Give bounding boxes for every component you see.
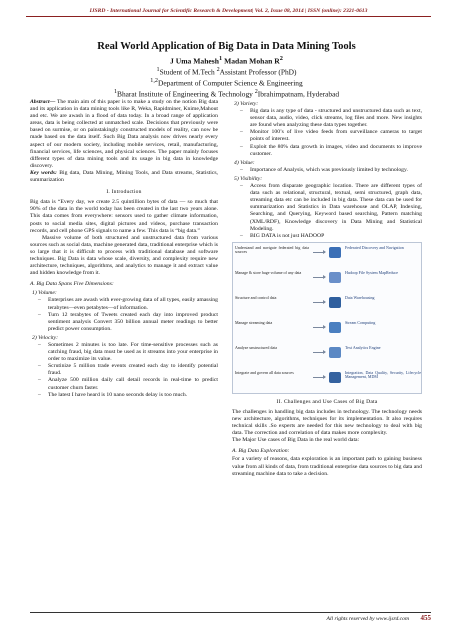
variety-list — [240, 108, 422, 158]
challenges-paragraph-1: The challenges in handling big data includes in technology. The technology needs new architecture, algorithms, techniques for its implementation. It also requires technical skills .So experts are needed for this new technology to deal with big data. The correction and correlation of data makes more complexity. — [232, 408, 422, 437]
arrow-right-icon — [313, 352, 325, 353]
list-item: – The latest I have heard is 10 nano seconds delay is too much. — [38, 392, 218, 399]
intro-paragraph-1: Big data is “Every day, we create 2.5 quintillion bytes of data — so much that 90% of the data in the world today has been created in the last two years alone. This data comes from everywhere: sensors used to gather climate information, posts to social media sites, digital pictures and videos, purchase transaction records, and cell phone GPS signals to name a few. This data is “big data.” — [30, 199, 218, 234]
figure-capability-label: Integration, Data Quality, Security, Lifecycle Management, MDM — [345, 369, 421, 380]
figure-row — [233, 321, 421, 337]
figure-need-label: Integrate and govern all data sources — [235, 369, 294, 375]
arrow-right-icon — [313, 252, 325, 253]
authors — [30, 54, 423, 66]
keywords-text: Big data, Data Mining, Mining Tools, and Data streams, Statistics, summarization — [30, 169, 218, 184]
footer-text: All rights reserved by www.ijsrd.com — [326, 616, 409, 622]
visibility-label: 5) Visibility: — [234, 175, 263, 182]
component-icon — [329, 372, 341, 383]
component-icon — [329, 272, 341, 283]
arrow-right-icon — [313, 277, 325, 278]
affil-sup: 2 — [216, 66, 220, 73]
page-footer — [30, 612, 431, 626]
running-head: IJSRD - International Journal for Scientific Research & Development| Vol. 2, Issue 08, 2014 | ISSN (online): 2321-0613 — [26, 8, 431, 17]
page-number: 455 — [420, 614, 431, 622]
author-1-sup: 1 — [218, 55, 223, 62]
author-2: Madan Mohan R — [224, 56, 280, 66]
figure-capability-label: Text Analytics Engine — [345, 344, 381, 350]
figure-need-label: Manage & store huge volume of any data — [235, 269, 302, 275]
component-icon — [329, 347, 341, 358]
affil-sup: 1,2 — [150, 77, 158, 84]
velocity-label: 2) Velocity: — [32, 334, 59, 341]
affiliation-line-1 — [30, 66, 423, 77]
abstract-label: Abstract— — [30, 99, 56, 105]
figure-row — [233, 246, 421, 262]
list-item: – Enterprises are awash with ever-growing data of all types, easily amassing terabytes—even petabytes—of information. — [38, 297, 218, 311]
affil-sup: 1 — [113, 88, 118, 95]
exploration-heading: A. Big Data Exploration: — [232, 448, 290, 455]
list-item: – Access from disparate geographic location. There are different types of data such as relational, structural, textual, semi structured, graph data, streaming data etc can be included in big data. These data can be used for summarization and Statistics in Data warehouse and OLAP, Indexing, Searching, and Querying, Keyword based searching, Pattern matching (XML/RDF), Knowledge discovery in Data Mining and Statistical Modeling. — [240, 183, 422, 233]
list-item: – Importance of Analysis, which was previously limited by technology. — [240, 167, 422, 174]
list-item: – Sometimes 2 minutes is too late. For time-sensitive processes such as catching fraud, big data must be used as it streams into your enterprise in order to maximize its value. — [38, 342, 218, 363]
left-column — [30, 99, 218, 399]
section-heading-challenges: II. Challenges and Use Cases of Big Data — [276, 398, 378, 405]
component-icon — [329, 297, 341, 308]
figure-need-label: Analyze unstructured data — [235, 344, 277, 350]
affil-text: Bharat Institute of Engineering & Technology — [117, 89, 253, 99]
velocity-list — [38, 342, 218, 399]
affil-sup: 1 — [156, 66, 160, 73]
list-item: – Monitor 100’s of live video feeds from surveillance cameras to target points of interest. — [240, 129, 422, 143]
figure-capability-label: Stream Computing — [345, 319, 376, 325]
figure-capability-label: Data Warehousing — [345, 294, 375, 300]
affil-text: Department of Computer Science & Engineering — [158, 78, 303, 88]
challenges-paragraph-2: The Major Use cases of Big Data in the real world data: — [232, 437, 360, 444]
component-icon — [329, 322, 341, 333]
volume-list — [38, 297, 218, 332]
list-item: – Analyze 500 million daily call detail records in real-time to predict customer churn faster. — [38, 377, 218, 391]
affil-text: Ibrahimpatnam, Hyderabad — [257, 89, 340, 99]
list-item: – Exploit the 80% data growth in images, video and documents to improve customer. — [240, 144, 422, 158]
paper-title: Real World Application of Big Data in Data Mining Tools — [97, 41, 356, 52]
affiliation-line-3 — [30, 88, 423, 99]
affil-text: Assistant Professor (PhD) — [219, 67, 297, 76]
arrow-right-icon — [313, 302, 325, 303]
intro-paragraph-2: Massive volume of both structured and unstructured data from various sources such as social data, machine generated data, traditional enterprise which is so large that it is difficult to process with traditional database and software techniques. Big Data is data whose scale, diversity, and complexity require new architecture, techniques, algorithms, and analytics to manage it and extract value and hidden knowledge from it. — [30, 234, 218, 277]
figure-capability-label: Federated Discovery and Navigation — [345, 244, 404, 250]
keywords — [30, 170, 218, 184]
title-block — [30, 41, 423, 99]
list-item: – Turn 12 terabytes of Tweets created each day into improved product sentiment analysis Convert 350 billion annual meter readings to better predict power consumption. — [38, 312, 218, 333]
keywords-label: Key words: — [30, 169, 57, 176]
figure-row — [233, 271, 421, 287]
arrow-right-icon — [313, 327, 325, 328]
section-heading-intro: I. Introduction — [106, 189, 142, 196]
list-item: – Scrutinize 5 million trade events created each day to identify potential fraud. — [38, 363, 218, 377]
affil-sup: 2 — [254, 88, 258, 95]
figure-row — [233, 371, 421, 387]
visibility-list — [240, 183, 422, 240]
affil-text: Student of M.Tech — [159, 67, 215, 76]
figure-need-label: Structure and control data — [235, 294, 277, 300]
big-data-platform-figure — [232, 242, 422, 394]
abstract-text: The main aim of this paper is to make a study on the notion Big data and its application in data mining tools like R, Weka, Rapidminer, Knime,Mahout and etc. We are awash in a flood of data today. In a broad range of application areas, data is being collected at unmatched scale. Decisions that previously were based on surmise, or on painstakingly constructed models of reality, can now be made based on the data itself. Such Big Data analysis now drives nearly every aspect of our modern society, including mobile services, retail, manufacturing, financial services, life sciences, and physical sciences. The paper mainly focuses different types of data mining tools and its usage in big data in knowledge discovery. — [30, 99, 218, 169]
figure-row — [233, 296, 421, 312]
affiliation-line-2 — [30, 77, 423, 88]
abstract — [30, 99, 218, 170]
figure-need-label: Understand and navigate federated big data sources — [235, 244, 309, 255]
variety-label: 3) Variety: — [234, 101, 259, 107]
figure-capability-label: Hadoop File System MapReduce — [345, 269, 398, 275]
author-2-sup: 2 — [279, 55, 283, 62]
value-list — [240, 167, 422, 174]
value-label: 4) Value: — [234, 159, 255, 166]
list-item: – BIG DATA is not just HADOOP — [240, 233, 422, 240]
volume-label: 1) Volume: — [32, 290, 57, 297]
arrow-right-icon — [313, 377, 325, 378]
figure-row — [233, 346, 421, 362]
figure-need-label: Manage streaming data — [235, 319, 273, 325]
author-1: J Uma Mahesh — [170, 56, 219, 66]
right-column — [232, 99, 422, 478]
dimensions-heading: A. Big Data Spans Five Dimensions: — [30, 281, 114, 288]
exploration-paragraph: For a variety of reasons, data exploration is an important path to gaining business value from all kinds of data, from traditional enterprise data sources to big data and streaming machine data to take a decision. — [232, 456, 422, 477]
component-icon — [329, 247, 341, 258]
list-item: – Big data is any type of data - structured and unstructured data such as text, sensor data, audio, video, click streams, log files and more. New insights are found when analyzing these data types together. — [240, 108, 422, 129]
